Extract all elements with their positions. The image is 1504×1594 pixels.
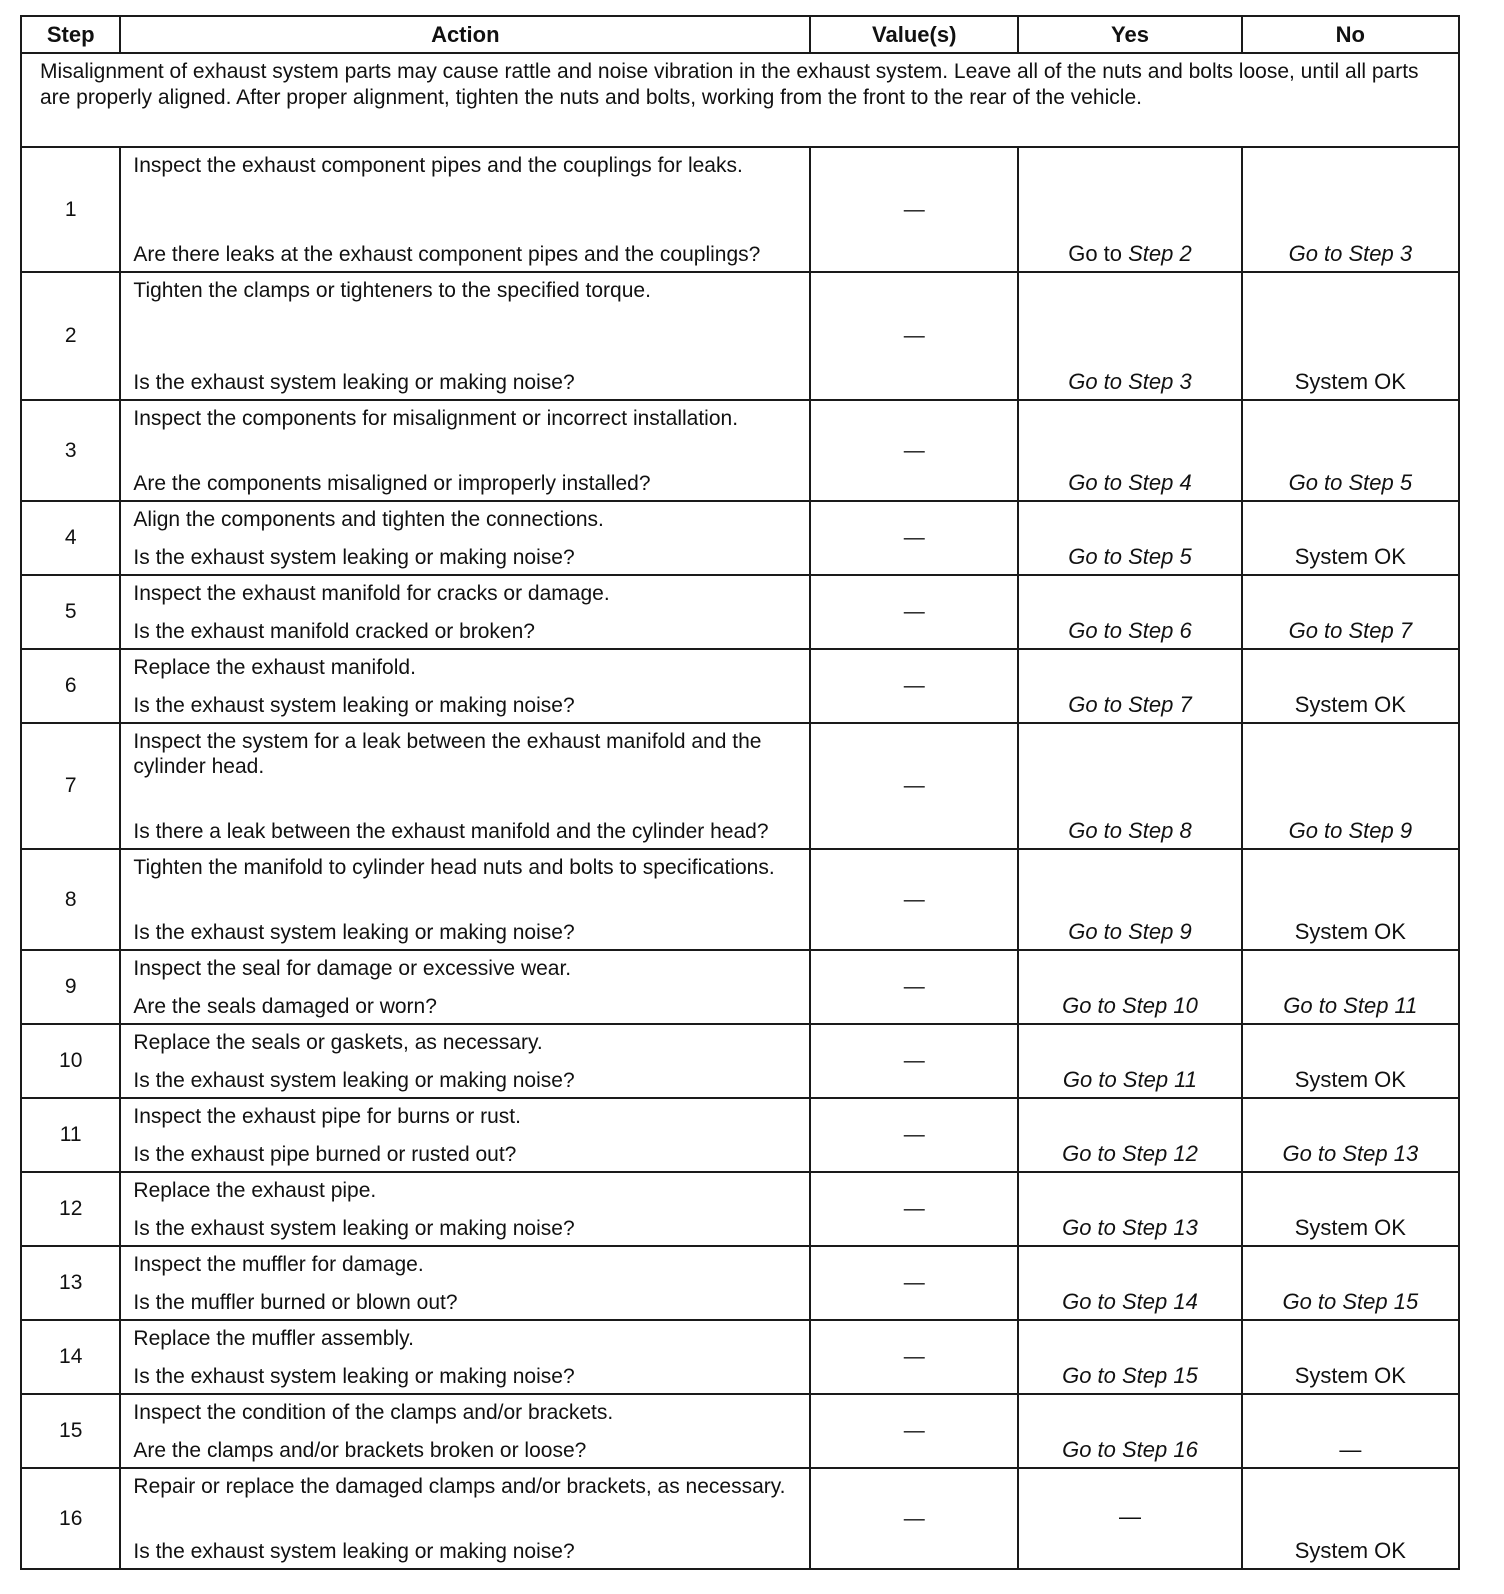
action-content bbox=[133, 1326, 797, 1389]
action-question: Is the exhaust pipe burned or rusted out? bbox=[133, 1143, 517, 1166]
step-number: 9 bbox=[21, 950, 120, 1024]
action-question: Is the exhaust system leaking or making noise? bbox=[133, 1540, 575, 1563]
table-row bbox=[21, 575, 1459, 649]
step-number: 15 bbox=[21, 1394, 120, 1468]
action-question: Is the exhaust system leaking or making noise? bbox=[133, 546, 575, 569]
yes-outcome bbox=[1018, 849, 1241, 950]
no-outcome bbox=[1242, 950, 1459, 1024]
step-number: 10 bbox=[21, 1024, 120, 1098]
action-instruction: Replace the exhaust manifold. bbox=[133, 656, 416, 679]
value-cell: — bbox=[810, 723, 1018, 849]
no-outcome bbox=[1242, 400, 1459, 501]
table-row bbox=[21, 400, 1459, 501]
action-instruction: Tighten the manifold to cylinder head nuts and bolts to specifications. bbox=[133, 856, 775, 879]
action-question: Are the clamps and/or brackets broken or loose? bbox=[133, 1439, 587, 1462]
action-content bbox=[133, 1400, 797, 1463]
table-row bbox=[21, 1098, 1459, 1172]
yes-outcome-step-ref: Go to Step 12 bbox=[1062, 1141, 1198, 1166]
value-cell: — bbox=[810, 1024, 1018, 1098]
yes-outcome-step-ref: Go to Step 14 bbox=[1062, 1289, 1198, 1314]
action-cell bbox=[120, 950, 810, 1024]
value-cell: — bbox=[810, 1172, 1018, 1246]
action-instruction: Tighten the clamps or tighteners to the specified torque. bbox=[133, 279, 651, 302]
yes-outcome bbox=[1018, 1320, 1241, 1394]
yes-outcome-step-ref: Go to Step 11 bbox=[1062, 1067, 1198, 1092]
action-content bbox=[133, 278, 797, 395]
no-outcome-step-ref: Go to Step 13 bbox=[1282, 1141, 1419, 1166]
yes-outcome bbox=[1018, 400, 1241, 501]
table-row bbox=[21, 950, 1459, 1024]
action-instruction: Inspect the muffler for damage. bbox=[133, 1253, 424, 1276]
action-cell bbox=[120, 400, 810, 501]
no-outcome bbox=[1242, 1024, 1459, 1098]
no-outcome bbox=[1242, 723, 1459, 849]
value-cell: — bbox=[810, 400, 1018, 501]
action-instruction: Replace the seals or gaskets, as necessary. bbox=[133, 1031, 543, 1054]
no-outcome bbox=[1242, 575, 1459, 649]
yes-outcome-step-ref: Go to Step 16 bbox=[1062, 1437, 1198, 1462]
header-action: Action bbox=[120, 16, 810, 53]
table-body bbox=[21, 53, 1459, 1569]
step-number: 4 bbox=[21, 501, 120, 575]
no-outcome-text: System OK bbox=[1294, 1538, 1406, 1563]
action-instruction: Replace the muffler assembly. bbox=[133, 1327, 414, 1350]
step-number: 7 bbox=[21, 723, 120, 849]
no-outcome bbox=[1242, 1246, 1459, 1320]
step-number: 12 bbox=[21, 1172, 120, 1246]
no-outcome-step-ref: Go to Step 15 bbox=[1282, 1289, 1419, 1314]
header-values: Value(s) bbox=[810, 16, 1018, 53]
action-question: Is the exhaust system leaking or making noise? bbox=[133, 1217, 575, 1240]
no-outcome-text: — bbox=[1339, 1437, 1362, 1462]
yes-outcome bbox=[1018, 272, 1241, 400]
no-outcome bbox=[1242, 1172, 1459, 1246]
table-row bbox=[21, 272, 1459, 400]
no-outcome-step-ref: Go to Step 7 bbox=[1288, 618, 1413, 643]
action-question: Is the exhaust system leaking or making noise? bbox=[133, 1069, 575, 1092]
action-content bbox=[133, 956, 797, 1019]
action-content bbox=[133, 1178, 797, 1241]
action-instruction: Inspect the exhaust manifold for cracks or damage. bbox=[133, 582, 610, 605]
no-outcome-step-ref: Go to Step 3 bbox=[1288, 241, 1413, 266]
yes-outcome-step-ref: Go to Step 9 bbox=[1068, 919, 1192, 944]
yes-outcome bbox=[1018, 501, 1241, 575]
yes-outcome bbox=[1018, 1246, 1241, 1320]
table-row bbox=[21, 147, 1459, 272]
table-row bbox=[21, 1246, 1459, 1320]
value-cell: — bbox=[810, 501, 1018, 575]
action-cell bbox=[120, 1394, 810, 1468]
action-question: Is the exhaust system leaking or making noise? bbox=[133, 921, 575, 944]
value-cell: — bbox=[810, 1394, 1018, 1468]
no-outcome bbox=[1242, 147, 1459, 272]
no-outcome bbox=[1242, 1468, 1459, 1569]
action-instruction: Inspect the exhaust component pipes and the couplings for leaks. bbox=[133, 154, 743, 177]
no-outcome-text: System OK bbox=[1294, 692, 1406, 717]
no-outcome-text: System OK bbox=[1294, 1363, 1406, 1388]
table-row bbox=[21, 849, 1459, 950]
yes-outcome bbox=[1018, 1024, 1241, 1098]
yes-outcome bbox=[1018, 950, 1241, 1024]
action-content bbox=[133, 153, 797, 267]
action-cell bbox=[120, 1172, 810, 1246]
value-cell: — bbox=[810, 575, 1018, 649]
value-cell: — bbox=[810, 1246, 1018, 1320]
action-content bbox=[133, 581, 797, 644]
table-row bbox=[21, 1394, 1459, 1468]
yes-outcome-step-ref: Go to Step 15 bbox=[1062, 1363, 1198, 1388]
step-number: 2 bbox=[21, 272, 120, 400]
action-instruction: Inspect the exhaust pipe for burns or rust. bbox=[133, 1105, 521, 1128]
value-cell: — bbox=[810, 147, 1018, 272]
action-content bbox=[133, 1474, 797, 1564]
no-outcome-step-ref: Go to Step 11 bbox=[1283, 993, 1418, 1018]
action-instruction: Replace the exhaust pipe. bbox=[133, 1179, 377, 1202]
no-outcome-text: System OK bbox=[1294, 369, 1406, 394]
value-cell: — bbox=[810, 849, 1018, 950]
header-step: Step bbox=[21, 16, 120, 53]
action-instruction: Align the components and tighten the connections. bbox=[133, 508, 604, 531]
no-outcome bbox=[1242, 1098, 1459, 1172]
table-row bbox=[21, 1468, 1459, 1569]
yes-outcome-step-ref: Go to Step 5 bbox=[1068, 544, 1192, 569]
action-cell bbox=[120, 1098, 810, 1172]
step-number: 3 bbox=[21, 400, 120, 501]
step-number: 14 bbox=[21, 1320, 120, 1394]
action-cell bbox=[120, 272, 810, 400]
action-question: Are there leaks at the exhaust component pipes and the couplings? bbox=[133, 243, 761, 266]
action-cell bbox=[120, 723, 810, 849]
step-number: 8 bbox=[21, 849, 120, 950]
yes-outcome-text: Go to bbox=[1068, 241, 1129, 266]
header-no: No bbox=[1242, 16, 1459, 53]
yes-outcome bbox=[1018, 1394, 1241, 1468]
table-row bbox=[21, 1320, 1459, 1394]
step-number: 1 bbox=[21, 147, 120, 272]
action-question: Are the seals damaged or worn? bbox=[133, 995, 437, 1018]
step-number: 16 bbox=[21, 1468, 120, 1569]
value-cell: — bbox=[810, 649, 1018, 723]
no-outcome-text: System OK bbox=[1294, 919, 1406, 944]
header-row bbox=[21, 16, 1459, 53]
yes-outcome-step-ref: Go to Step 6 bbox=[1068, 618, 1192, 643]
action-content bbox=[133, 1252, 797, 1315]
action-content bbox=[133, 406, 797, 496]
action-cell bbox=[120, 1246, 810, 1320]
action-question: Is the muffler burned or blown out? bbox=[133, 1291, 458, 1314]
value-cell: — bbox=[810, 1320, 1018, 1394]
action-instruction: Repair or replace the damaged clamps and/or brackets, as necessary. bbox=[133, 1475, 786, 1498]
note-row bbox=[21, 53, 1459, 147]
step-number: 13 bbox=[21, 1246, 120, 1320]
action-cell bbox=[120, 575, 810, 649]
value-cell: — bbox=[810, 950, 1018, 1024]
yes-outcome bbox=[1018, 649, 1241, 723]
action-question: Are the components misaligned or improperly installed? bbox=[133, 472, 651, 495]
no-outcome-text: System OK bbox=[1294, 1067, 1406, 1092]
no-outcome-step-ref: Go to Step 5 bbox=[1288, 470, 1413, 495]
yes-outcome-text: — bbox=[1118, 1503, 1141, 1529]
diagnostic-table bbox=[20, 15, 1460, 1570]
action-content bbox=[133, 729, 797, 844]
value-cell: — bbox=[810, 1098, 1018, 1172]
no-outcome-text: System OK bbox=[1294, 544, 1406, 569]
action-instruction: Inspect the seal for damage or excessive wear. bbox=[133, 957, 572, 980]
table-row bbox=[21, 1172, 1459, 1246]
action-question: Is there a leak between the exhaust manifold and the cylinder head? bbox=[133, 820, 769, 843]
action-content bbox=[133, 855, 797, 945]
action-cell bbox=[120, 1320, 810, 1394]
action-cell bbox=[120, 1024, 810, 1098]
no-outcome bbox=[1242, 501, 1459, 575]
no-outcome bbox=[1242, 1394, 1459, 1468]
yes-outcome-step-ref: Go to Step 3 bbox=[1068, 369, 1192, 394]
value-cell: — bbox=[810, 272, 1018, 400]
action-cell bbox=[120, 649, 810, 723]
action-cell bbox=[120, 1468, 810, 1569]
action-question: Is the exhaust system leaking or making noise? bbox=[133, 1365, 575, 1388]
no-outcome bbox=[1242, 1320, 1459, 1394]
value-cell: — bbox=[810, 1468, 1018, 1569]
step-number: 5 bbox=[21, 575, 120, 649]
yes-outcome-step-ref: Go to Step 10 bbox=[1062, 993, 1198, 1018]
action-cell bbox=[120, 501, 810, 575]
no-outcome-text: System OK bbox=[1294, 1215, 1406, 1240]
yes-outcome bbox=[1018, 723, 1241, 849]
step-number: 6 bbox=[21, 649, 120, 723]
action-cell bbox=[120, 849, 810, 950]
yes-outcome bbox=[1018, 1172, 1241, 1246]
no-outcome bbox=[1242, 272, 1459, 400]
yes-outcome bbox=[1018, 1468, 1241, 1569]
yes-outcome bbox=[1018, 575, 1241, 649]
action-instruction: Inspect the system for a leak between the exhaust manifold and the cylinder head. bbox=[133, 730, 762, 778]
yes-outcome-step-ref: Step 2 bbox=[1128, 241, 1192, 266]
action-content bbox=[133, 1030, 797, 1093]
action-content bbox=[133, 507, 797, 570]
yes-outcome-step-ref: Go to Step 7 bbox=[1068, 692, 1192, 717]
yes-outcome-step-ref: Go to Step 8 bbox=[1068, 818, 1192, 843]
step-number: 11 bbox=[21, 1098, 120, 1172]
action-instruction: Inspect the condition of the clamps and/or brackets. bbox=[133, 1401, 614, 1424]
yes-outcome bbox=[1018, 1098, 1241, 1172]
action-content bbox=[133, 655, 797, 718]
header-yes: Yes bbox=[1018, 16, 1241, 53]
table-row bbox=[21, 1024, 1459, 1098]
action-content bbox=[133, 1104, 797, 1167]
no-outcome bbox=[1242, 649, 1459, 723]
no-outcome-step-ref: Go to Step 9 bbox=[1288, 818, 1413, 843]
yes-outcome bbox=[1018, 147, 1241, 272]
yes-outcome-step-ref: Go to Step 4 bbox=[1068, 470, 1192, 495]
no-outcome bbox=[1242, 849, 1459, 950]
alignment-note: Misalignment of exhaust system parts may cause rattle and noise vibration in the exhaust system. Leave all of the nuts and bolts loose, until all parts are properly aligned. After proper alignment, tighten the nuts and bolts, working from the front to the rear of the vehicle. bbox=[21, 53, 1459, 147]
action-question: Is the exhaust manifold cracked or broken? bbox=[133, 620, 535, 643]
table-row bbox=[21, 649, 1459, 723]
action-question: Is the exhaust system leaking or making noise? bbox=[133, 694, 575, 717]
action-question: Is the exhaust system leaking or making noise? bbox=[133, 371, 575, 394]
action-cell bbox=[120, 147, 810, 272]
action-instruction: Inspect the components for misalignment or incorrect installation. bbox=[133, 407, 739, 430]
table-row bbox=[21, 501, 1459, 575]
yes-outcome-step-ref: Go to Step 13 bbox=[1062, 1215, 1198, 1240]
table-row bbox=[21, 723, 1459, 849]
